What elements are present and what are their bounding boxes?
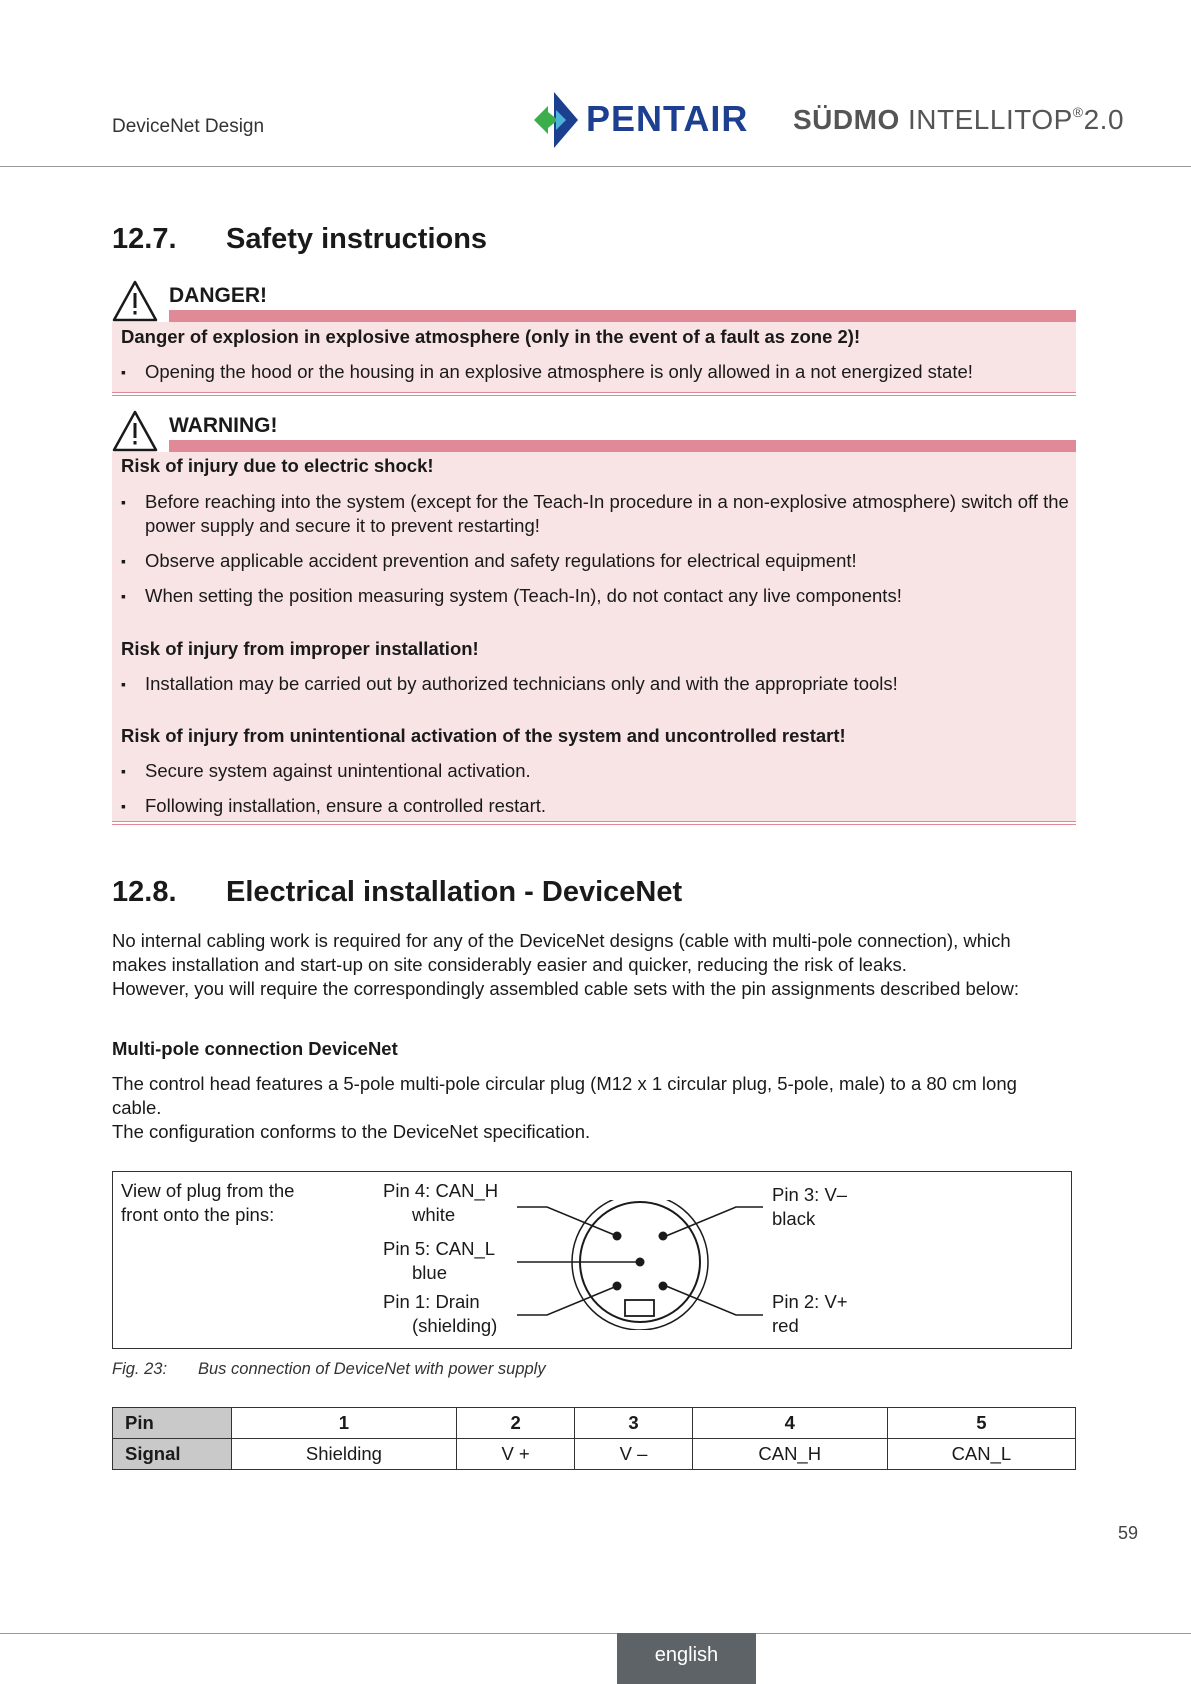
table-cell: CAN_H xyxy=(692,1439,887,1470)
pin2-label: Pin 2: V+ red xyxy=(772,1291,848,1336)
list-item: ▪ Secure system against unintentional activation. xyxy=(121,760,531,781)
table-row xyxy=(113,1439,1076,1470)
warning-triangle-icon xyxy=(112,410,158,452)
table-cell: 2 xyxy=(456,1408,575,1439)
danger-title: DANGER! xyxy=(169,284,267,307)
section-title: Electrical installation - DeviceNet xyxy=(226,876,683,908)
language-tab: english xyxy=(617,1633,756,1684)
list-item: ▪ Opening the hood or the housing in an explosive atmosphere is only allowed in a not energized state! xyxy=(121,361,973,382)
pin1-dot xyxy=(613,1282,622,1291)
danger-heading: Danger of explosion in explosive atmosphere (only in the event of a fault as zone 2)! xyxy=(121,326,861,347)
pin3-label: Pin 3: V– black xyxy=(772,1184,848,1229)
table-cell: V + xyxy=(456,1439,575,1470)
warning-group-heading: Risk of injury due to electric shock! xyxy=(121,455,434,476)
pin5-label: Pin 5: CAN_L blue xyxy=(383,1238,496,1283)
row-header: Pin xyxy=(113,1408,232,1439)
pin4-label: Pin 4: CAN_H white xyxy=(383,1180,499,1225)
list-item: ▪ When setting the position measuring system (Teach-In), do not contact any live components! xyxy=(121,585,902,606)
intro-paragraph: No internal cabling work is required for any of the DeviceNet designs (cable with multi-pole connection), which makes installation and start-up on site considerably easier and quicker, reducing the risk of leaks. However, you will require the correspondingly assembled cable sets with the pin assignments described below: xyxy=(112,930,1019,999)
pin5-dot xyxy=(636,1258,645,1267)
table-cell: 4 xyxy=(692,1408,887,1439)
pin1-label: Pin 1: Drain (shielding) xyxy=(383,1291,498,1336)
footer-divider xyxy=(0,1633,1191,1634)
warning-box-rule xyxy=(112,824,1076,825)
figure-caption-number: Fig. 23: xyxy=(112,1360,168,1378)
bullet-icon: ▪ xyxy=(121,798,126,814)
section-number: 12.8. xyxy=(112,876,177,908)
product-title: INTELLITOP xyxy=(908,104,1073,135)
header-divider xyxy=(0,166,1191,167)
list-item: ▪ Following installation, ensure a controlled restart. xyxy=(121,795,547,816)
warning-title: WARNING! xyxy=(169,414,278,437)
table-cell: 5 xyxy=(887,1408,1075,1439)
section-number: 12.7. xyxy=(112,223,177,255)
bullet-icon: ▪ xyxy=(121,588,126,604)
circular-plug-diagram xyxy=(510,1200,770,1330)
list-item: ▪ Installation may be carried out by authorized technicians only and with the appropriate tools! xyxy=(121,673,898,694)
danger-header-bar xyxy=(169,310,1076,322)
danger-warning-triangle-icon xyxy=(112,280,158,322)
subsection-heading: Multi-pole connection DeviceNet xyxy=(112,1038,398,1059)
view-label: View of plug from the front onto the pins: xyxy=(121,1180,295,1225)
pin3-dot xyxy=(659,1232,668,1241)
product-reg-mark: ® xyxy=(1072,104,1084,120)
bullet-icon: ▪ xyxy=(121,553,126,569)
warning-header-bar xyxy=(169,440,1076,452)
row-header: Signal xyxy=(113,1439,232,1470)
description-paragraph: The control head features a 5-pole multi-pole circular plug (M12 x 1 circular plug, 5-pole, male) to a 80 cm long cable. The configuration conforms to the DeviceNet specification. xyxy=(112,1073,1017,1142)
bullet-icon: ▪ xyxy=(121,763,126,779)
table-cell: 1 xyxy=(232,1408,457,1439)
warning-group-heading: Risk of injury from unintentional activation of the system and uncontrolled restart! xyxy=(121,725,846,746)
pin2-dot xyxy=(659,1282,668,1291)
table-cell: 3 xyxy=(575,1408,692,1439)
table-cell: Shielding xyxy=(232,1439,457,1470)
bullet-icon: ▪ xyxy=(121,676,126,692)
warning-group-heading: Risk of injury from improper installation! xyxy=(121,638,479,659)
product-name xyxy=(793,104,1124,136)
danger-box-rule xyxy=(112,395,1076,396)
pin4-dot xyxy=(613,1232,622,1241)
list-item: ▪ Observe applicable accident prevention and safety regulations for electrical equipment! xyxy=(121,550,857,571)
table-cell: V – xyxy=(575,1439,692,1470)
bullet-icon: ▪ xyxy=(121,364,126,380)
document-section-title: DeviceNet Design xyxy=(112,116,265,137)
table-row xyxy=(113,1408,1076,1439)
figure-caption-text: Bus connection of DeviceNet with power supply xyxy=(198,1360,546,1378)
pin-assignment-table xyxy=(112,1407,1076,1470)
brand-name: PENTAIR xyxy=(586,98,749,139)
table-cell: CAN_L xyxy=(887,1439,1075,1470)
pentair-logo-icon xyxy=(534,92,578,148)
bullet-icon: ▪ xyxy=(121,494,126,510)
product-version: 2.0 xyxy=(1083,104,1125,135)
page-number: 59 xyxy=(1118,1523,1139,1543)
warning-box-rule xyxy=(112,821,1076,822)
section-title: Safety instructions xyxy=(226,223,488,255)
product-brand: SÜDMO xyxy=(793,104,900,135)
danger-box-rule xyxy=(112,392,1076,393)
list-item: ▪ Before reaching into the system (except for the Teach-In procedure in a non-explosive atmosphere) switch off the power supply and secure it to prevent restarting! xyxy=(121,491,1069,536)
